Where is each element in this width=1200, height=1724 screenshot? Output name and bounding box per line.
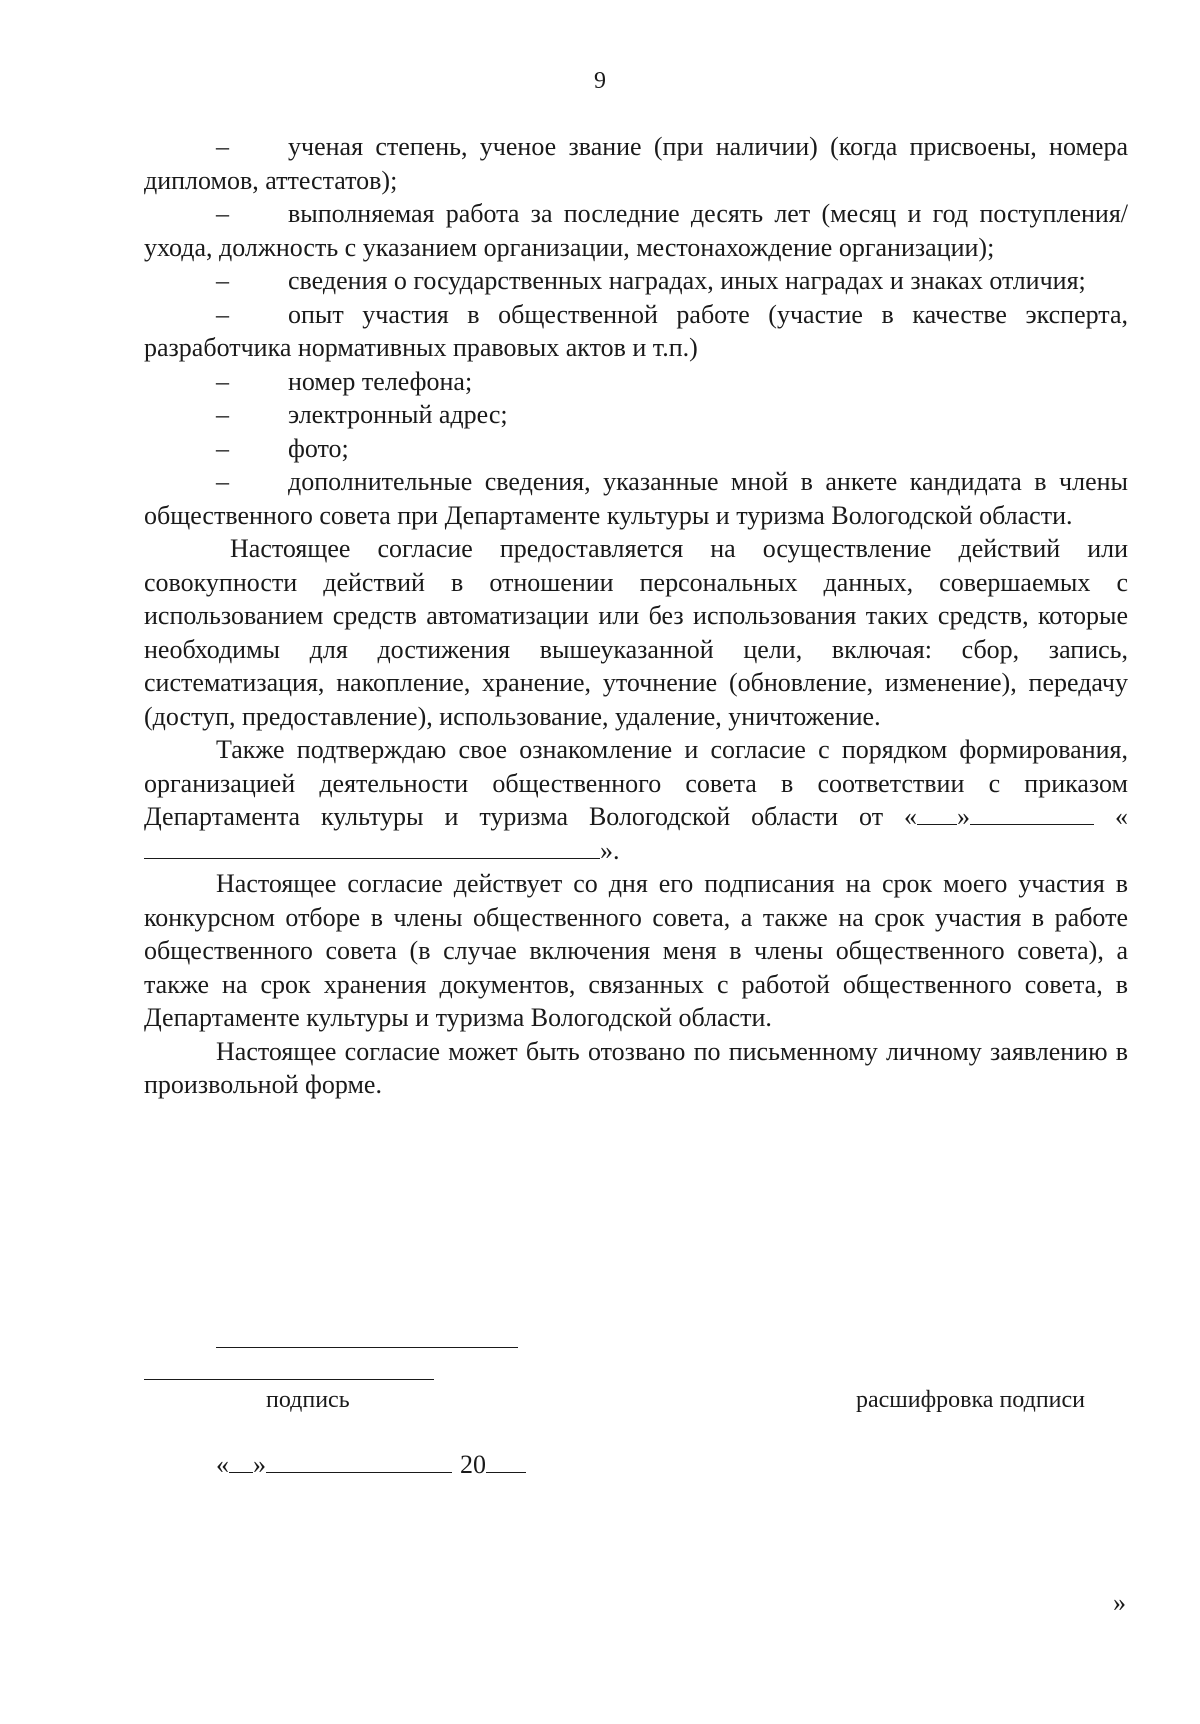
list-dash: – (216, 467, 229, 496)
list-dash: – (216, 199, 229, 228)
validity-paragraph: Настоящее согласие действует со дня его подписания на срок моего участия в конкурсном отборе в члены общественного совета, а также на срок участия в работе общественного совета (в случае включения меня в члены общественного совета), а также на срок хранения документов, связанных с работой общественного совета, в Департаменте культуры и туризма Вологодской области. (144, 869, 1128, 1032)
list-dash: – (216, 366, 229, 396)
signature-decode-caption: расшифровка подписи (856, 1387, 1086, 1413)
date-day-blank[interactable] (229, 1450, 253, 1473)
list-item-text: ученая степень, ученое звание (при наличии) (когда присвоены, номера дипломов, аттестатов); (144, 132, 1128, 195)
list-item (144, 264, 1128, 298)
order-day-blank[interactable] (917, 802, 957, 825)
date-quote-close: » (253, 1450, 266, 1479)
document-body (144, 130, 1128, 1102)
list-dash: – (216, 132, 229, 161)
page-number: 9 (594, 68, 606, 94)
acknowledgement-paragraph (144, 733, 1128, 867)
list-item-text: дополнительные сведения, указанные мной в анкете кандидата в члены общественного совета при Департаменте культуры и туризма Вологодской области. (144, 467, 1128, 530)
list-dash: – (216, 266, 229, 295)
quote-open: « (1094, 802, 1129, 831)
date-quote-open: « (216, 1450, 229, 1479)
list-item (144, 432, 1128, 466)
order-number-blank[interactable] (144, 836, 600, 859)
signature-date (216, 1450, 526, 1480)
acknowledgement-end: ». (600, 835, 620, 865)
acknowledgement-text: Также подтверждаю свое ознакомление и согласие с порядком формирования, организацией деятельности общественного совета в соответствии с приказом Департамента культуры и туризма Вологодской области от « (144, 735, 1128, 831)
list-item-text: выполняемая работа за последние десять лет (месяц и год поступления/ухода, должность с указанием организации, местонахождение организации); (144, 199, 1128, 262)
signature-line-lower[interactable] (144, 1379, 434, 1380)
date-year-prefix: 20 (460, 1450, 486, 1479)
date-year-blank[interactable] (486, 1450, 526, 1473)
list-item-text: опыт участия в общественной работе (участие в качестве эксперта, разработчика нормативных правовых актов и т.п.) (144, 299, 1128, 362)
list-dash: – (216, 299, 229, 329)
revocation-paragraph: Настоящее согласие может быть отозвано по письменному личному заявлению в произвольной форме. (144, 1036, 1128, 1099)
signature-caption: подпись (266, 1387, 350, 1413)
list-item-text: электронный адрес; (288, 400, 508, 429)
signature-line-upper[interactable] (216, 1347, 518, 1348)
list-item (144, 197, 1128, 264)
list-item-text: фото; (288, 433, 349, 463)
list-item (144, 298, 1128, 365)
list-item (144, 130, 1128, 197)
date-month-blank[interactable] (266, 1450, 452, 1473)
list-item (144, 465, 1128, 532)
list-item (144, 398, 1128, 432)
list-item-text: сведения о государственных наградах, иных наградах и знаках отличия; (288, 266, 1086, 295)
quote-close: » (957, 802, 971, 831)
order-month-blank[interactable] (970, 802, 1094, 825)
list-dash: – (216, 433, 229, 463)
consent-data-list (144, 130, 1128, 532)
closing-quote-mark: » (1113, 1588, 1126, 1617)
list-item-text: номер телефона; (288, 366, 473, 396)
list-item (144, 365, 1128, 399)
consent-actions-paragraph: Настоящее согласие предоставляется на осуществление действий или совокупности действий в отношении персональных данных, совершаемых с использованием средств автоматизации или без использования таких средств, которые необходимы для достижения вышеуказанной цели, включая: сбор, запись, систематизация, накопление, хранение, уточнение (обновление, изменение), передачу (доступ, предоставление), использование, удаление, уничтожение. (144, 534, 1128, 731)
list-dash: – (216, 400, 229, 429)
